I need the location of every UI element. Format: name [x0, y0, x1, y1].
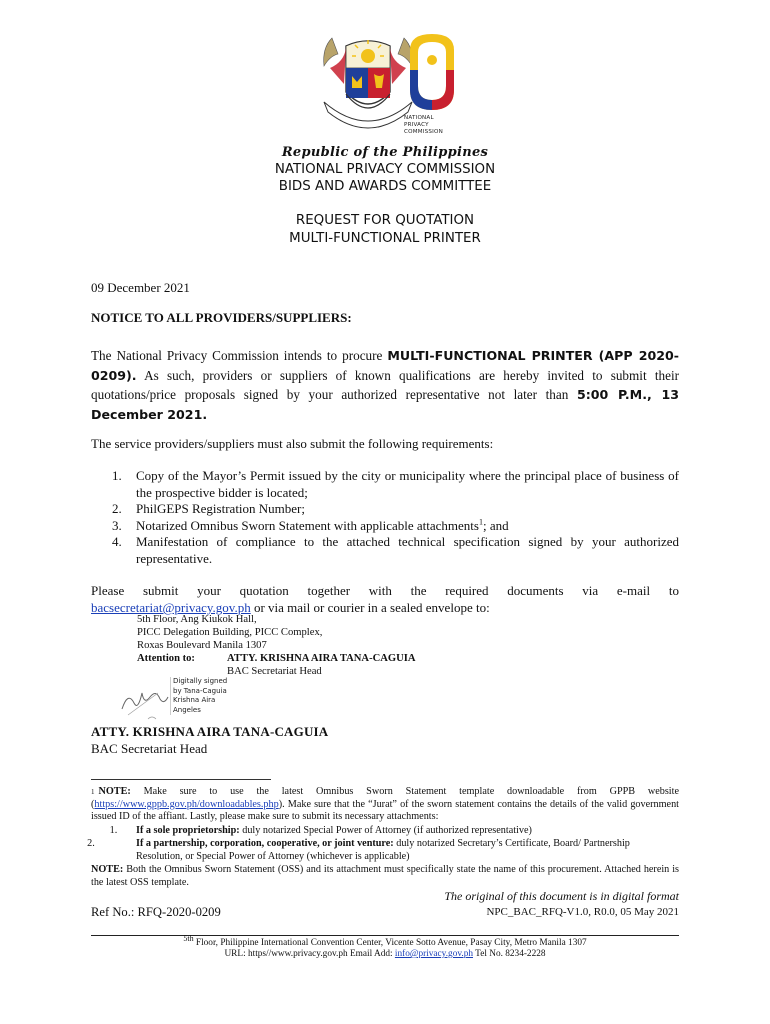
- republic-heading: Republic of the Philippines: [281, 145, 489, 160]
- list-item: [91, 468, 679, 501]
- signature-line: by Tana-Caguia: [173, 686, 227, 695]
- footnote-note-text: Both the Omnibus Sworn Statement (OSS) and its attachment must specifically state the name of this procurement. Attached herein is the latest OSS template.: [91, 864, 679, 888]
- signature-line: Angeles: [173, 705, 201, 714]
- document-subtitle: MULTI-FUNCTIONAL PRINTER: [289, 231, 481, 246]
- paragraph-intro: The National Privacy Commission intends to procure: [91, 348, 388, 363]
- attention-label: Attention to:: [137, 653, 195, 664]
- list-number: 3.: [112, 517, 122, 533]
- floor-superscript: 5th: [183, 933, 194, 943]
- list-text: PhilGEPS Registration Number;: [136, 501, 305, 517]
- list-number: 1.: [112, 468, 122, 483]
- document-date: 09 December 2021: [91, 280, 190, 295]
- list-text-after: ; and: [482, 517, 509, 533]
- footer-divider: [91, 935, 679, 936]
- digital-format-notice: The original of this document is in digital format: [444, 889, 679, 903]
- list-item: [91, 518, 679, 535]
- requirements-list: [91, 468, 679, 568]
- signatory-role: BAC Secretariat Head: [91, 741, 208, 756]
- attention-role: BAC Secretariat Head: [227, 666, 322, 677]
- digital-signature[interactable]: [118, 677, 238, 723]
- footer-phone-text: Tel No. 8234-2228: [473, 949, 546, 959]
- footnote-ref[interactable]: 1: [478, 517, 483, 527]
- submission-rest: or via mail or courier in a sealed envelope to:: [250, 600, 490, 615]
- address-line: Roxas Boulevard Manila 1307: [137, 640, 267, 651]
- word: submit: [142, 583, 179, 598]
- footnote-divider: [91, 779, 271, 780]
- word: to: [668, 583, 679, 598]
- word: required: [445, 583, 489, 598]
- footer-address: [0, 933, 770, 949]
- footer-contact: [0, 949, 770, 960]
- footnote-text: ). Make sure that the “Jurat” of the sworn statement contains the details of the valid government issued ID of the affiant. Lastly, please make sure to submit its necessary attachments:: [91, 798, 679, 823]
- word: with: [368, 583, 392, 598]
- word: quotation: [239, 583, 289, 598]
- signatory-name: ATTY. KRISHNA AIRA TANA-CAGUIA: [91, 724, 329, 739]
- list-text: Copy of the Mayor’s Permit issued by the city or municipality where the principal place of business of the prospective bidder is located;: [136, 468, 679, 500]
- info-email-link[interactable]: info@privacy.gov.ph: [394, 949, 474, 959]
- paragraph-middle: As such, providers or suppliers of known qualifications are hereby invited to submit their quotations/price proposals signed by your authorized representative not later than: [91, 367, 679, 402]
- committee-name: BIDS AND AWARDS COMMITTEE: [278, 179, 492, 194]
- word: documents: [507, 583, 564, 598]
- footnote-item: [87, 838, 679, 863]
- footnote-item-text: duly notarized Special Power of Attorney (if authorized representative): [239, 825, 532, 836]
- footnote-item-label: If a sole proprietorship:: [136, 825, 240, 836]
- list-text: Manifestation of compliance to the attached technical specification signed by your authorized representative.: [136, 534, 679, 566]
- mailing-address: [137, 613, 416, 678]
- signature-line: Krishna Aira: [173, 696, 216, 704]
- word: e-mail: [616, 583, 651, 598]
- word: Please: [91, 583, 125, 598]
- footnote-item-text: duly notarized Secretary’s Certificate, Board/ Partnership Resolution, or Special Power of Attorney (whichever is applicable): [136, 838, 630, 862]
- digital-signature-text: [170, 677, 227, 715]
- footnote-note: [91, 864, 679, 889]
- header-logos: [0, 28, 770, 144]
- list-item: [91, 501, 679, 518]
- word: your: [197, 583, 221, 598]
- organization-name: NATIONAL PRIVACY COMMISSION: [274, 162, 496, 177]
- procurement-item: MULTI-FUNCTIONAL PRINTER (APP 2020-0209).: [91, 348, 679, 383]
- submission-deadline: 5:00 P.M., 13 December 2021.: [91, 387, 679, 422]
- note-label: NOTE:: [98, 786, 131, 797]
- address-line: PICC Delegation Building, PICC Complex,: [137, 627, 323, 638]
- footnote-item-number: 1.: [109, 825, 118, 836]
- document-title: REQUEST FOR QUOTATION: [295, 213, 475, 228]
- attention-row: [137, 652, 416, 665]
- list-number: 2.: [112, 501, 122, 517]
- npc-logo-text-line: NATIONAL: [404, 115, 434, 121]
- footnote-text: Make sure to use the latest Omnibus Sworn Statement template downloadable from GPPB website (: [91, 786, 679, 810]
- address-line: 5th Floor, Ang Kiukok Hall,: [137, 614, 257, 625]
- note-label: NOTE:: [91, 864, 124, 875]
- notice-heading: NOTICE TO ALL PROVIDERS/SUPPLIERS:: [91, 310, 352, 325]
- footer-address-text: Floor, Philippine International Convention Center, Vicente Sotto Avenue, Pasay City, Metro Manila 1307: [193, 938, 587, 948]
- npc-logo-text: [404, 115, 443, 136]
- npc-logo-text-line: PRIVACY: [404, 122, 429, 128]
- reference-number: Ref No.: RFQ-2020-0209: [91, 905, 221, 919]
- footer-url-text: URL: https//www.privacy.gov.ph Email Add:: [224, 949, 395, 959]
- attention-name: ATTY. KRISHNA AIRA TANA-CAGUIA: [227, 653, 416, 664]
- gppb-link[interactable]: https://www.gppb.gov.ph/downloadables.php: [94, 798, 279, 810]
- footnote-item: [91, 825, 679, 838]
- submission-line: [91, 582, 679, 599]
- document-version: NPC_BAC_RFQ-V1.0, R0.0, 05 May 2021: [486, 906, 679, 918]
- footnote-item-number: 2.: [87, 838, 95, 849]
- signature-scribble: [118, 681, 170, 721]
- list-number: 4.: [112, 534, 122, 550]
- footnote-number: 1: [91, 788, 95, 796]
- bac-email-link[interactable]: bacsecretariat@privacy.gov.ph: [91, 600, 251, 615]
- word: the: [410, 583, 427, 598]
- submission-paragraph: [91, 582, 679, 616]
- footnote: [91, 786, 679, 824]
- list-text: Notarized Omnibus Sworn Statement with applicable attachments: [136, 517, 479, 533]
- word: together: [307, 583, 351, 598]
- npc-logo-text-line: COMMISSION: [404, 129, 443, 135]
- list-item: [91, 534, 679, 567]
- procurement-paragraph: [91, 346, 679, 424]
- signature-line: Digitally signed: [173, 677, 228, 685]
- word: via: [582, 583, 599, 598]
- footnote-item-label: If a partnership, corporation, cooperative, or joint venture:: [136, 838, 394, 849]
- requirements-intro: The service providers/suppliers must also submit the following requirements:: [91, 436, 494, 451]
